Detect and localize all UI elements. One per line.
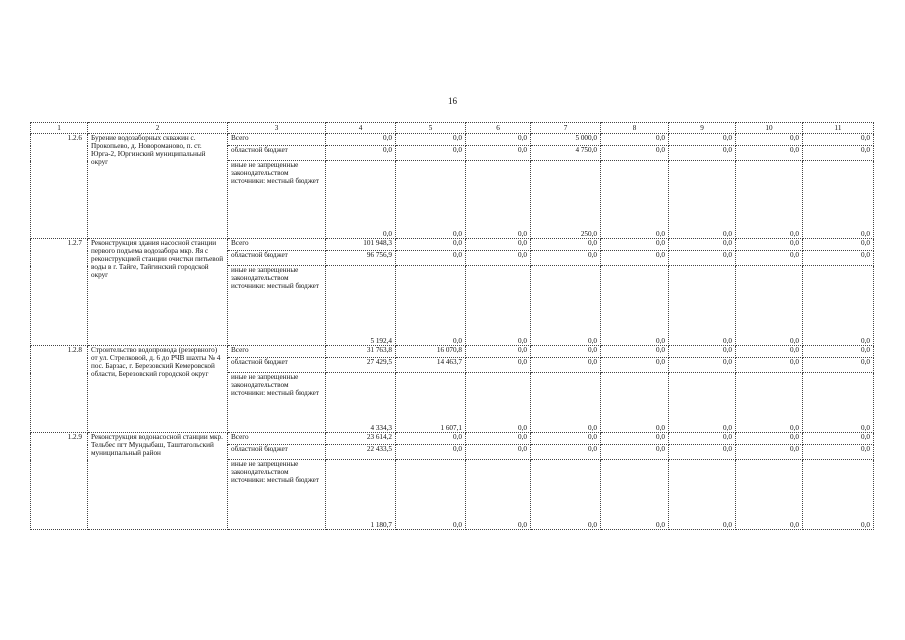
value-cell: 0,0 <box>531 251 601 266</box>
value-cell: 14 463,7 <box>396 358 466 373</box>
value-cell: 0,0 <box>803 433 874 445</box>
column-header: 8 <box>601 123 669 134</box>
value-cell: 1 180,7 <box>326 460 396 530</box>
value-cell: 0,0 <box>396 146 466 161</box>
value-cell: 0,0 <box>669 134 736 146</box>
value-cell: 0,0 <box>326 161 396 239</box>
value-cell: 0,0 <box>736 146 803 161</box>
value-cell: 0,0 <box>736 239 803 251</box>
row-name: Бурение водозаборных скважин с. Прокопьево, д. Новороманово, п. ст. Юрга-2, Юргинский муниципальный округ <box>88 134 228 239</box>
value-cell: 0,0 <box>601 266 669 346</box>
value-cell: 0,0 <box>531 239 601 251</box>
value-cell: 0,0 <box>531 266 601 346</box>
value-cell: 0,0 <box>466 239 531 251</box>
value-cell: 5 000,0 <box>531 134 601 146</box>
value-cell: 0,0 <box>466 358 531 373</box>
value-cell: 0,0 <box>803 445 874 460</box>
value-cell: 0,0 <box>396 251 466 266</box>
value-cell: 0,0 <box>396 134 466 146</box>
value-cell: 0,0 <box>601 373 669 433</box>
funding-source-label: иные не запрещенные законодательством источники: местный бюджет <box>228 266 326 346</box>
budget-table <box>30 122 874 530</box>
value-cell: 0,0 <box>669 433 736 445</box>
value-cell: 0,0 <box>736 266 803 346</box>
table-row <box>31 346 874 358</box>
value-cell: 0,0 <box>396 460 466 530</box>
value-cell: 0,0 <box>601 358 669 373</box>
value-cell: 0,0 <box>736 460 803 530</box>
funding-source-label: Всего <box>228 346 326 358</box>
row-name: Реконструкция водонасосной станции мкр. Тельбес пгт Мундыбаш, Таштагольский муниципальный район <box>88 433 228 530</box>
row-code: 1.2.6 <box>31 134 88 239</box>
value-cell: 0,0 <box>601 146 669 161</box>
value-cell: 0,0 <box>466 146 531 161</box>
column-header: 7 <box>531 123 601 134</box>
value-cell: 0,0 <box>736 346 803 358</box>
value-cell: 0,0 <box>396 445 466 460</box>
value-cell: 0,0 <box>736 161 803 239</box>
value-cell: 0,0 <box>669 373 736 433</box>
table-row <box>31 239 874 251</box>
value-cell: 0,0 <box>396 161 466 239</box>
funding-source-label: областной бюджет <box>228 146 326 161</box>
value-cell: 0,0 <box>736 445 803 460</box>
row-code: 1.2.8 <box>31 346 88 433</box>
value-cell: 0,0 <box>736 358 803 373</box>
value-cell: 4 750,0 <box>531 146 601 161</box>
value-cell: 0,0 <box>601 239 669 251</box>
value-cell: 0,0 <box>803 239 874 251</box>
funding-source-label: Всего <box>228 239 326 251</box>
value-cell: 0,0 <box>601 251 669 266</box>
value-cell: 0,0 <box>803 134 874 146</box>
value-cell: 0,0 <box>466 373 531 433</box>
value-cell: 0,0 <box>531 358 601 373</box>
value-cell: 0,0 <box>669 146 736 161</box>
value-cell: 0,0 <box>669 251 736 266</box>
value-cell: 96 756,9 <box>326 251 396 266</box>
row-name: Реконструкция здания насосной станции первого подъема водозабора мкр. Яя с реконструкцией станции очистки питьевой воды в г. Тайге, Тайгинский городской округ <box>88 239 228 346</box>
value-cell: 250,0 <box>531 161 601 239</box>
page-number: 16 <box>448 96 457 106</box>
value-cell: 0,0 <box>669 239 736 251</box>
funding-source-label: иные не запрещенные законодательством источники: местный бюджет <box>228 460 326 530</box>
value-cell: 0,0 <box>466 134 531 146</box>
value-cell: 0,0 <box>601 134 669 146</box>
value-cell: 0,0 <box>803 251 874 266</box>
column-header: 2 <box>88 123 228 134</box>
value-cell: 0,0 <box>669 358 736 373</box>
funding-source-label: иные не запрещенные законодательством источники: местный бюджет <box>228 373 326 433</box>
value-cell: 0,0 <box>803 346 874 358</box>
value-cell: 0,0 <box>396 433 466 445</box>
value-cell: 16 070,8 <box>396 346 466 358</box>
value-cell: 27 429,5 <box>326 358 396 373</box>
value-cell: 0,0 <box>736 373 803 433</box>
value-cell: 0,0 <box>466 161 531 239</box>
row-name: Строительство водопровода (резервного) от ул. Стрелковой, д. 6 до РЧВ шахты № 4 пос. Барзас, г. Березовский Кемеровской области, Березовский городской округ <box>88 346 228 433</box>
value-cell: 0,0 <box>803 358 874 373</box>
value-cell: 0,0 <box>736 251 803 266</box>
value-cell: 0,0 <box>326 134 396 146</box>
value-cell: 0,0 <box>531 460 601 530</box>
value-cell: 0,0 <box>803 373 874 433</box>
column-header: 10 <box>736 123 803 134</box>
value-cell: 0,0 <box>466 460 531 530</box>
value-cell: 0,0 <box>531 373 601 433</box>
column-header: 3 <box>228 123 326 134</box>
funding-source-label: Всего <box>228 134 326 146</box>
funding-source-label: областной бюджет <box>228 445 326 460</box>
table-row <box>31 433 874 445</box>
value-cell: 0,0 <box>803 266 874 346</box>
column-header: 1 <box>31 123 88 134</box>
row-code: 1.2.7 <box>31 239 88 346</box>
value-cell: 0,0 <box>531 433 601 445</box>
column-header: 4 <box>326 123 396 134</box>
value-cell: 0,0 <box>669 445 736 460</box>
value-cell: 0,0 <box>466 266 531 346</box>
value-cell: 0,0 <box>669 460 736 530</box>
value-cell: 4 334,3 <box>326 373 396 433</box>
column-header: 9 <box>669 123 736 134</box>
value-cell: 0,0 <box>669 266 736 346</box>
value-cell: 23 614,2 <box>326 433 396 445</box>
value-cell: 101 948,3 <box>326 239 396 251</box>
column-header: 5 <box>396 123 466 134</box>
value-cell: 0,0 <box>669 161 736 239</box>
value-cell: 0,0 <box>326 146 396 161</box>
value-cell: 0,0 <box>396 239 466 251</box>
funding-source-label: Всего <box>228 433 326 445</box>
value-cell: 0,0 <box>601 161 669 239</box>
value-cell: 0,0 <box>803 460 874 530</box>
funding-source-label: областной бюджет <box>228 251 326 266</box>
value-cell: 0,0 <box>396 266 466 346</box>
funding-source-label: иные не запрещенные законодательством источники: местный бюджет <box>228 161 326 239</box>
value-cell: 0,0 <box>736 433 803 445</box>
value-cell: 0,0 <box>466 433 531 445</box>
value-cell: 0,0 <box>531 346 601 358</box>
value-cell: 31 763,8 <box>326 346 396 358</box>
column-header: 6 <box>466 123 531 134</box>
value-cell: 0,0 <box>466 346 531 358</box>
value-cell: 0,0 <box>601 460 669 530</box>
value-cell: 0,0 <box>736 134 803 146</box>
value-cell: 0,0 <box>466 445 531 460</box>
value-cell: 0,0 <box>803 146 874 161</box>
value-cell: 0,0 <box>669 346 736 358</box>
value-cell: 1 607,1 <box>396 373 466 433</box>
value-cell: 0,0 <box>531 445 601 460</box>
table-row <box>31 134 874 146</box>
value-cell: 22 433,5 <box>326 445 396 460</box>
header-row <box>31 123 874 134</box>
value-cell: 5 192,4 <box>326 266 396 346</box>
funding-source-label: областной бюджет <box>228 358 326 373</box>
value-cell: 0,0 <box>601 445 669 460</box>
column-header: 11 <box>803 123 874 134</box>
value-cell: 0,0 <box>803 161 874 239</box>
row-code: 1.2.9 <box>31 433 88 530</box>
value-cell: 0,0 <box>601 433 669 445</box>
value-cell: 0,0 <box>466 251 531 266</box>
value-cell: 0,0 <box>601 346 669 358</box>
